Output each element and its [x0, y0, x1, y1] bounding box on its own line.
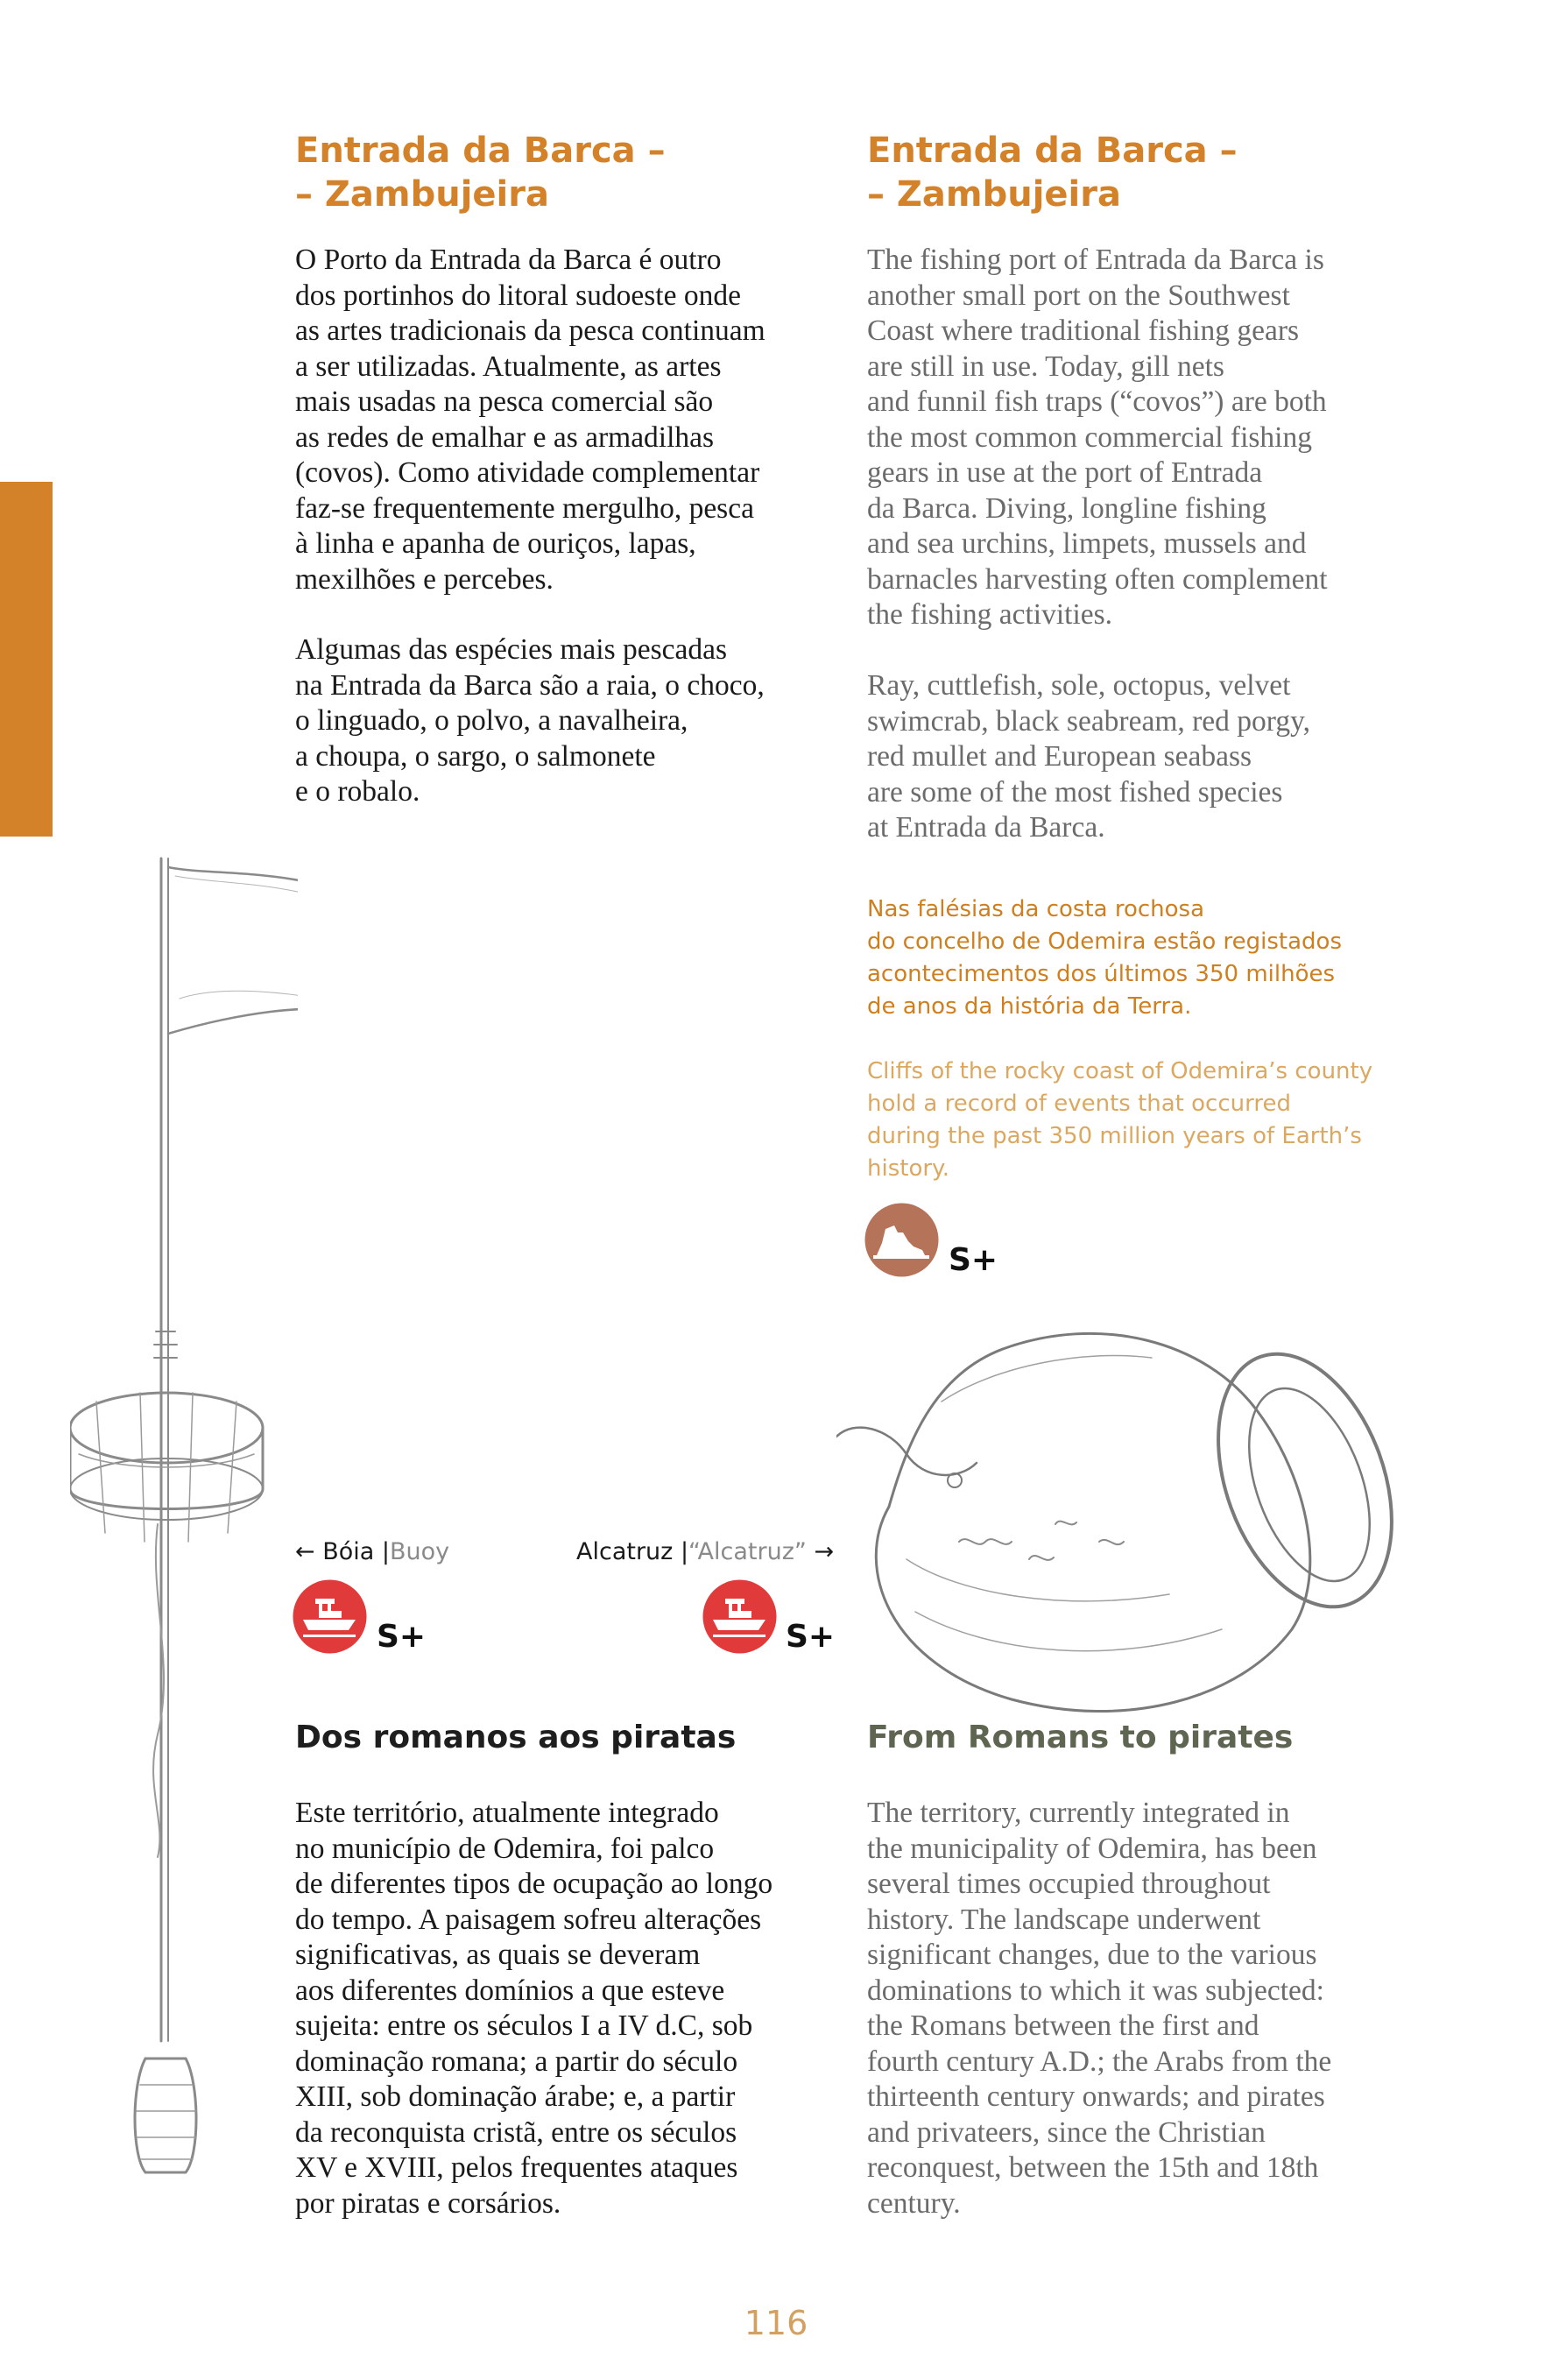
- buoy-badge-label: S+: [377, 1619, 427, 1655]
- body2-en: Ray, cuttlefish, sole, octopus, velvet swimcrab, black seabream, red porgy, red mullet and European seabass are some of the most fished species at Entrada da Barca.: [867, 669, 1311, 844]
- title-pt: Entrada da Barca – – Zambujeira: [295, 131, 666, 215]
- boat-icon: [293, 1579, 367, 1654]
- cliff-icon: [864, 1203, 939, 1277]
- caption-buoy-en: Buoy: [390, 1538, 450, 1565]
- caption-buoy: [295, 1537, 449, 1567]
- section-body-en: The territory, currently integrated in the municipality of Odemira, has been several times occupied throughout history. The landscape underwent significant changes, due to the various dominations to which it was subjected: the Romans between the first and fourth century A.D.; the Arabs from the thirteenth century onwards; and pirates and privateers, since the Christian reconquest, between the 15th and 18th century.: [867, 1797, 1332, 2220]
- arrow-right-icon: →: [814, 1538, 835, 1565]
- cliff-badge-label: S+: [949, 1242, 998, 1278]
- section-title-pt: Dos romanos aos piratas: [295, 1720, 737, 1755]
- boat-icon: [702, 1579, 777, 1654]
- section-body-pt: Este território, atualmente integrado no município de Odemira, foi palco de diferentes tipos de ocupação ao longo do tempo. A paisagem sofreu alterações significativas, as quais se deveram aos diferentes domínios a que esteve sujeita: entre os séculos I a IV d.C, sob dominação romana; a partir do século XIII, sob dominação árabe; e, a partir da reconquista cristã, entre os séculos XV e XVIII, pelos frequentes ataques por piratas e corsários.: [295, 1797, 773, 2220]
- caption-buoy-pt: Bóia: [322, 1538, 375, 1565]
- alcatruz-badge-label: S+: [786, 1619, 836, 1655]
- body-pt: O Porto da Entrada da Barca é outro dos portinhos do litoral sudoeste onde as artes tradicionais da pesca continuam a ser utilizadas. Atualmente, as artes mais usadas na pesca comercial são as redes de emalhar e as armadilhas (covos). Como atividade complementar faz-se frequentemente mergulho, pesca à linha e apanha de ouriços, lapas, mexilhões e percebes.: [295, 244, 765, 596]
- chapter-tab: [0, 482, 53, 837]
- alcatruz-illustration: [836, 1279, 1432, 1734]
- title-en: Entrada da Barca – – Zambujeira: [867, 131, 1238, 215]
- buoy-illustration: [70, 841, 298, 2278]
- section-title-en: From Romans to pirates: [867, 1720, 1294, 1755]
- caption-separator: |: [381, 1538, 391, 1565]
- caption-alcatruz-pt: Alcatruz: [576, 1538, 674, 1565]
- body-en: The fishing port of Entrada da Barca is another small port on the Southwest Coast where traditional fishing gears are still in use. Today, gill nets and funnil fish traps (“covos”) are both the most common commercial fishing gears in use at the port of Entrada da Barca. Diving, longline fishing and sea urchins, limpets, mussels and barnacles harvesting often complement the fishing activities.: [867, 244, 1328, 631]
- caption-separator: |: [680, 1538, 689, 1565]
- caption-alcatruz: [576, 1537, 834, 1567]
- note-en: Cliffs of the rocky coast of Odemira’s county hold a record of events that occurred during the past 350 million years of Earth’s history.: [867, 1058, 1373, 1182]
- page-number: 116: [744, 2304, 808, 2342]
- caption-alcatruz-en: “Alcatruz”: [688, 1538, 807, 1565]
- arrow-left-icon: ←: [295, 1538, 315, 1565]
- body2-pt: Algumas das espécies mais pescadas na Entrada da Barca são a raia, o choco, o linguado, o polvo, a navalheira, a choupa, o sargo, o salmonete e o robalo.: [295, 633, 765, 808]
- note-pt: Nas falésias da costa rochosa do concelho de Odemira estão registados acontecimentos dos últimos 350 milhões de anos da história da Terra.: [867, 896, 1343, 1020]
